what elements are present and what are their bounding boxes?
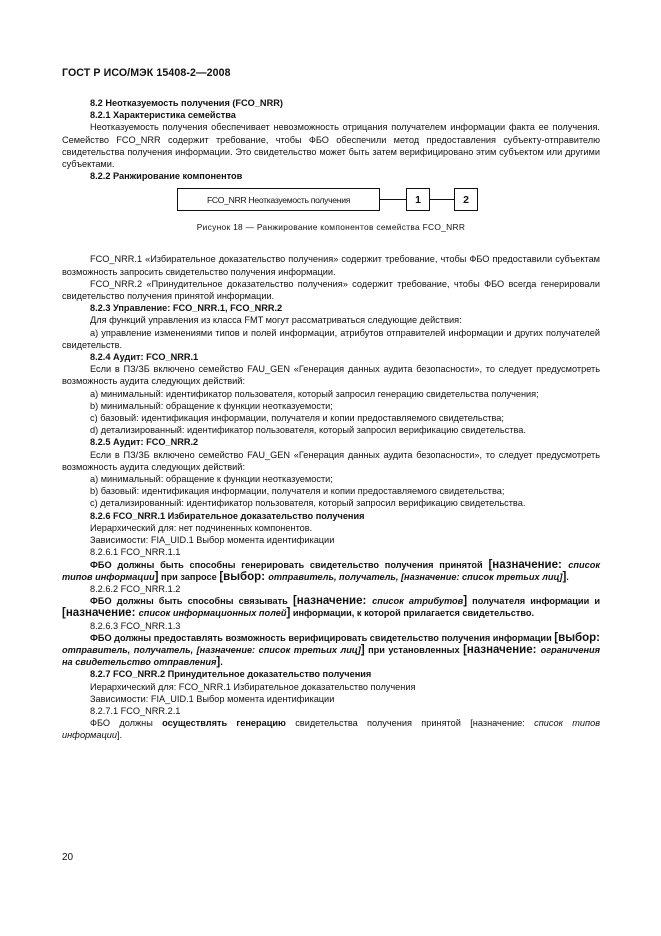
page-number: 20 [62, 852, 74, 863]
section-title-8-2-7: 8.2.7 FCO_NRR.2 Принудительное доказательство получения [90, 669, 372, 680]
section-title-8-2: 8.2 Неотказуемость получения (FCO_NRR) [90, 98, 283, 108]
hierarchy-8-2-6: Иерархический для: нет подчиненных компонентов. [90, 522, 313, 533]
list-item-8-2-4-b: b) минимальный: обращение к функции неотказуемости; [90, 400, 333, 411]
paragraph-8-2-5: Если в ПЗ/ЗБ включено семейство FAU_GEN «Генерация данных аудита безопасности», то следует предусмотреть возможность аудита следующих действий: [62, 449, 600, 472]
element-text-8-2-6-3: ФБО должны предоставлять возможность верифицировать свидетельство получения информации [выбор: отправитель, получатель, [назначение: список третьих лиц]] при установленных [назначение: ограничения на свидетельство отправления]. [62, 631, 601, 669]
paragraph-nrr2: FCO_NRR.2 «Принудительное доказательство получения» содержит требование, чтобы ФБО всегда генерировали свидетельство получения принятой информации. [62, 278, 600, 302]
figure-18 [62, 182, 600, 240]
figure-component-box-1: 1 [406, 188, 430, 211]
section-title-8-2-2: 8.2.2 Ранжирование компонентов [90, 171, 243, 182]
paragraph-8-2-3: Для функций управления из класса FMT могут рассматриваться следующие действия: [90, 315, 462, 326]
hierarchy-8-2-7: Иерархический для: FCO_NRR.1 Избирательное доказательство получения [90, 681, 416, 692]
element-id-8-2-7-1: 8.2.7.1 FCO_NRR.2.1 [90, 705, 181, 716]
list-item-8-2-5-b: b) базовый: идентификация информации, получателя и копии предоставляемого свидетельства; [90, 486, 505, 497]
list-item-8-2-4-d: d) детализированный: идентификатор пользователя, который запросил верификацию свидетельства. [90, 425, 526, 436]
paragraph-8-2-1: Неотказуемость получения обеспечивает невозможность отрицания получателем информации факта ее получения. Семейство FCO_NRR содержит требование, чтобы ФБО обеспечили метод предоставления субъекту-отправителю свидетельства получения информации. Это свидетельство может быть затем верифицировано этим субъектом или другими субъектами. [62, 122, 600, 170]
figure-connector-1 [380, 199, 406, 200]
element-text-8-2-6-1: ФБО должны быть способны генерировать свидетельство получения принятой [назначение: список типов информации] при запросе [выбор: отправитель, получатель, [назначение: список третьих лиц]]. [62, 558, 600, 583]
dependencies-8-2-7: Зависимости: FIA_UID.1 Выбор момента идентификации [90, 693, 335, 704]
section-title-8-2-1: 8.2.1 Характеристика семейства [90, 110, 236, 121]
paragraph-nrr1: FCO_NRR.1 «Избирательное доказательство получения» содержит требование, чтобы ФБО предоставили субъектам возможность запросить свидетельство получения информации. [62, 254, 600, 277]
figure-family-box: FCO_NRR Неотказуемость получения [177, 188, 380, 211]
figure-component-box-2: 2 [454, 188, 478, 211]
document-body [62, 97, 600, 742]
element-text-8-2-7-1: ФБО должны осуществлять генерацию свидетельства получения принятой [назначение: список типов информации]. [62, 718, 601, 741]
element-id-8-2-6-2: 8.2.6.2 FCO_NRR.1.2 [90, 583, 181, 594]
figure-connector-2 [430, 199, 454, 200]
section-title-8-2-3: 8.2.3 Управление: FCO_NRR.1, FCO_NRR.2 [90, 303, 283, 314]
dependencies-8-2-6: Зависимости: FIA_UID.1 Выбор момента идентификации [90, 535, 335, 546]
document-header: ГОСТ Р ИСО/МЭК 15408-2—2008 [62, 67, 231, 79]
list-item-8-2-5-c: c) детализированный: идентификатор пользователя, который запросил верификацию свидетельства. [90, 498, 526, 509]
section-title-8-2-5: 8.2.5 Аудит: FCO_NRR.2 [90, 437, 199, 448]
list-item-8-2-3-a: а) управление изменениями типов и полей информации, атрибутов отправителей информации и других получателей свидетельств. [62, 327, 600, 350]
element-text-8-2-6-2: ФБО должны быть способны связывать [назначение: список атрибутов] получателя информации и [назначение: список информационных полей] информации, к которой прилагается свидетельство. [62, 595, 600, 620]
element-id-8-2-6-3: 8.2.6.3 FCO_NRR.1.3 [90, 620, 181, 631]
element-id-8-2-6-1: 8.2.6.1 FCO_NRR.1.1 [90, 547, 181, 558]
section-title-8-2-6: 8.2.6 FCO_NRR.1 Избирательное доказательство получения [90, 510, 365, 521]
figure-caption: Рисунок 18 — Ранжирование компонентов семейства FCO_NRR [196, 222, 466, 233]
section-title-8-2-4: 8.2.4 Аудит: FCO_NRR.1 [90, 352, 199, 363]
list-item-8-2-4-a: а) минимальный: идентификатор пользователя, который запросил генерацию свидетельства получения; [90, 388, 539, 399]
paragraph-8-2-4: Если в ПЗ/ЗБ включено семейство FAU_GEN «Генерация данных аудита безопасности», то следует предусмотреть возможность аудита следующих действий: [62, 364, 600, 387]
list-item-8-2-5-a: а) минимальный: обращение к функции неотказуемости; [90, 474, 333, 485]
list-item-8-2-4-c: c) базовый: идентификация информации, получателя и копии предоставляемого свидетельства; [90, 413, 504, 424]
